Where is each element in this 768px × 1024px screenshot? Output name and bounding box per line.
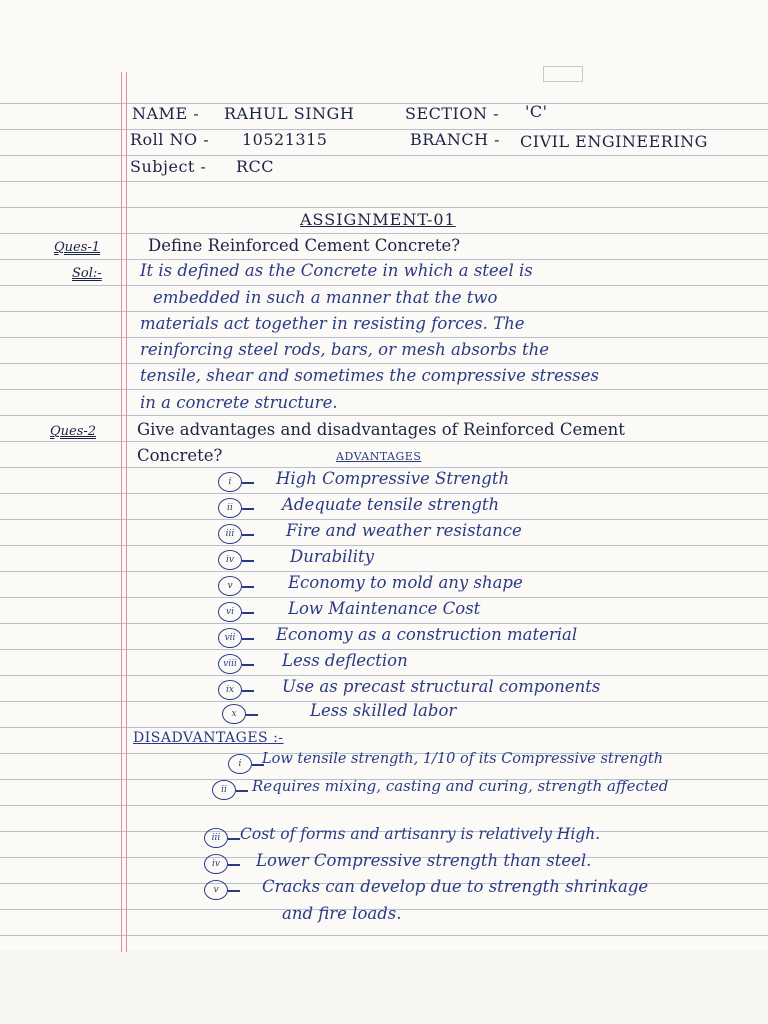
branch-label: BRANCH - [410,130,501,149]
answer-line: It is defined as the Concrete in which a steel is [140,261,533,280]
numeral-badge: x [222,704,246,724]
disadvantage-continuation: and fire loads. [282,904,402,923]
numeral-badge: iv [204,854,228,874]
section-label: SECTION - [405,104,499,123]
disadvantage-item: Cracks can develop due to strength shrinkage [262,877,649,896]
dash [242,612,254,614]
margin-line [121,72,122,952]
subject-label: Subject - [130,157,207,176]
section-value: 'C' [525,102,548,121]
branch-value: CIVIL ENGINEERING [520,132,708,151]
q2-question-line1: Give advantages and disadvantages of Reinforced Cement [137,420,625,439]
numeral-badge: i [228,754,252,774]
advantage-item: High Compressive Strength [276,469,510,488]
name-value: RAHUL SINGH [224,104,355,123]
advantage-item: Low Maintenance Cost [288,599,481,618]
answer-line: materials act together in resisting forces. The [140,314,525,333]
numeral-badge: i [218,472,242,492]
disadvantage-item: Requires mixing, casting and curing, strength affected [252,777,669,795]
advantage-item: Adequate tensile strength [282,495,500,514]
q2-label: Ques-2 [50,424,97,439]
numeral-badge: ix [218,680,242,700]
advantage-item: Less deflection [282,651,408,670]
numeral-badge: v [218,576,242,596]
dash [242,638,254,640]
disadvantages-title: DISADVANTAGES :- [133,730,284,746]
numeral-badge: iii [204,828,228,848]
numeral-badge: ii [212,780,236,800]
numeral-badge: iii [218,524,242,544]
disadvantage-item: Cost of forms and artisanry is relatively High. [240,825,601,843]
dash [228,838,240,840]
advantage-item: Economy to mold any shape [288,573,523,592]
answer-line: embedded in such a manner that the two [153,288,498,307]
advantage-item: Less skilled labor [310,701,457,720]
page-number-box [543,66,583,82]
numeral-badge: vi [218,602,242,622]
name-label: NAME - [132,104,200,123]
numeral-badge: viii [218,654,242,674]
advantage-item: Use as precast structural components [282,677,601,696]
dash [242,560,254,562]
q2-question-line2: Concrete? [137,446,223,465]
q1-label: Ques-1 [54,240,101,255]
advantages-title: ADVANTAGES [336,450,422,463]
dash [242,508,254,510]
roll-label: Roll NO - [130,130,210,149]
disadvantage-item: Lower Compressive strength than steel. [256,851,592,870]
subject-value: RCC [236,157,275,176]
dash [242,690,254,692]
page-bottom-margin [0,950,768,1024]
advantage-item: Durability [290,547,374,566]
dash [246,714,258,716]
disadvantage-item: Low tensile strength, 1/10 of its Compressive strength [262,751,664,767]
q1-question: Define Reinforced Cement Concrete? [148,236,461,255]
dash [228,890,240,892]
roll-value: 10521315 [242,130,328,149]
margin-line [126,72,127,952]
dash [242,534,254,536]
assignment-title: ASSIGNMENT-01 [300,210,456,229]
dash [236,790,248,792]
dash [228,864,240,866]
answer-line: reinforcing steel rods, bars, or mesh absorbs the [140,340,549,359]
numeral-badge: v [204,880,228,900]
answer-line: in a concrete structure. [140,393,338,412]
page-top-margin [0,0,768,95]
answer-line: tensile, shear and sometimes the compressive stresses [140,366,600,385]
advantage-item: Economy as a construction material [276,625,578,644]
q1-solution-label: Sol:- [72,266,102,281]
numeral-badge: vii [218,628,242,648]
dash [242,482,254,484]
numeral-badge: iv [218,550,242,570]
advantage-item: Fire and weather resistance [286,521,522,540]
numeral-badge: ii [218,498,242,518]
dash [242,586,254,588]
dash [242,664,254,666]
